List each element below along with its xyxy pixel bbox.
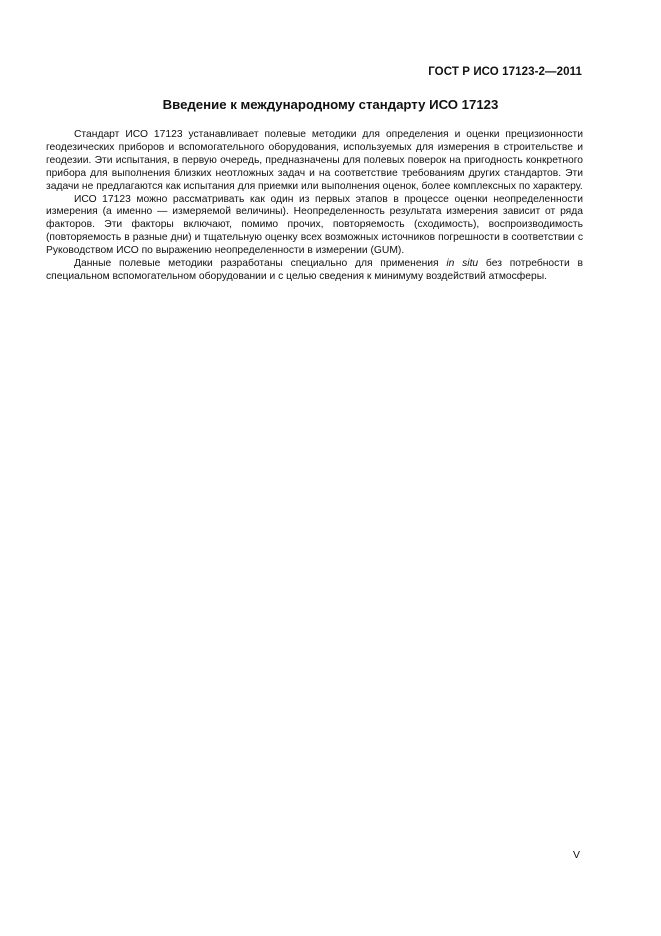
paragraph-1: Стандарт ИСО 17123 устанавливает полевые методики для определения и оценки прецизионности геодезических приборов и вспомогательного оборудования, используемых для измерения в строительстве и геодезии. Эти испытания, в первую очередь, предназначены для полевых поверок на пригодность конкретного прибора для выполнения близких неотложных задач и на соответствие требованиям других стандартов. Эти задачи не предлагаются как испытания для приемки или выполнения оценок, более комплексных по характеру. <box>46 129 583 192</box>
paragraph-2: ИСО 17123 можно рассматривать как один из первых этапов в процессе оценки неопределенности измерения (а именно — измеряемой величины). Неопределенность результата измерения зависит от ряда факторов. Эти факторы включают, помимо прочих, повторяемость (сходимость), воспроизводимость (повторяемость в разные дни) и тщательную оценку всех возможных источников погрешности в соответствии с Руководством ИСО по выражению неопределенности в измерении (GUM). <box>46 193 583 257</box>
paragraph-3-before: Данные полевые методики разработаны специально для применения <box>74 258 447 270</box>
section-title: Введение к международному стандарту ИСО 17123 <box>162 97 499 112</box>
body-text <box>46 129 583 284</box>
paragraph-3-emphasis: in situ <box>446 258 479 270</box>
page-number: V <box>573 849 581 861</box>
paragraph-3-after: без потребности в специальном вспомогательном оборудовании и с целью сведения к минимуму воздействий атмосферы. <box>46 258 583 282</box>
document-code: ГОСТ Р ИСО 17123-2—2011 <box>428 66 582 78</box>
paragraph-3 <box>46 258 583 284</box>
